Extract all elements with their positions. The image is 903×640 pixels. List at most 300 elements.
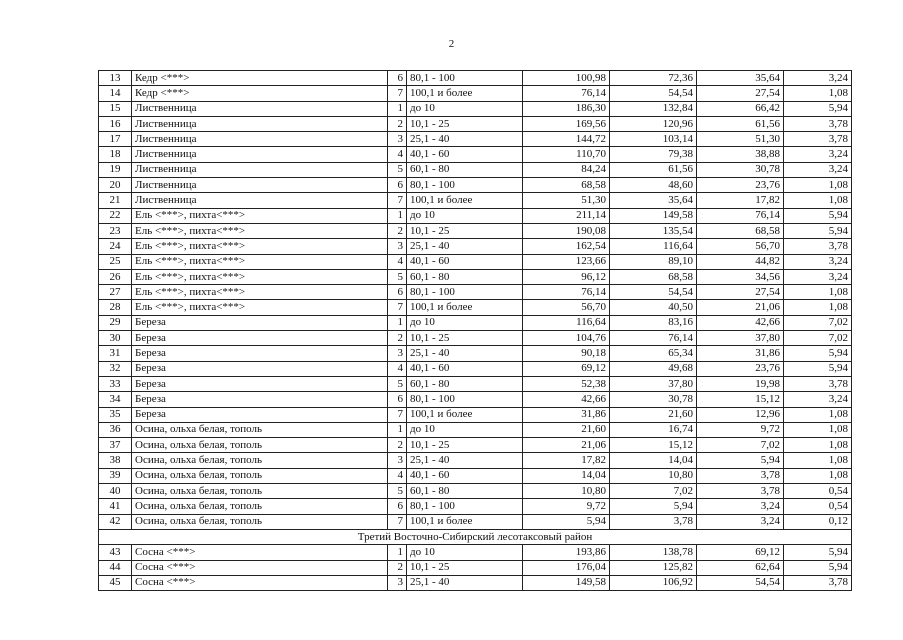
cell-rate-medium: 76,14	[610, 331, 697, 346]
timber-rates-table	[98, 70, 852, 591]
table-row	[99, 254, 852, 269]
cell-size-class: 3	[388, 132, 407, 147]
cell-rate-medium: 116,64	[610, 239, 697, 254]
cell-diameter-range: 25,1 - 40	[407, 239, 523, 254]
cell-species: Береза	[132, 346, 388, 361]
cell-size-class: 7	[388, 86, 407, 101]
cell-diameter-range: 100,1 и более	[407, 300, 523, 315]
section-header-row	[99, 529, 852, 544]
cell-diameter-range: 100,1 и более	[407, 407, 523, 422]
cell-rate-medium: 120,96	[610, 116, 697, 131]
table-row	[99, 392, 852, 407]
cell-row-number: 19	[99, 162, 132, 177]
cell-rate-small: 34,56	[697, 269, 784, 284]
table-row	[99, 71, 852, 86]
cell-rate-firewood: 1,08	[784, 438, 852, 453]
cell-rate-firewood: 3,78	[784, 239, 852, 254]
cell-size-class: 1	[388, 101, 407, 116]
cell-species: Кедр <***>	[132, 71, 388, 86]
cell-diameter-range: 100,1 и более	[407, 86, 523, 101]
cell-rate-large: 10,80	[523, 484, 610, 499]
table-row	[99, 239, 852, 254]
cell-rate-large: 21,06	[523, 438, 610, 453]
cell-rate-firewood: 0,54	[784, 484, 852, 499]
cell-species: Береза	[132, 376, 388, 391]
table-row	[99, 545, 852, 560]
cell-rate-small: 38,88	[697, 147, 784, 162]
cell-diameter-range: 80,1 - 100	[407, 178, 523, 193]
cell-diameter-range: 10,1 - 25	[407, 116, 523, 131]
cell-size-class: 6	[388, 499, 407, 514]
cell-size-class: 1	[388, 422, 407, 437]
cell-diameter-range: до 10	[407, 422, 523, 437]
cell-rate-small: 23,76	[697, 361, 784, 376]
table-row	[99, 162, 852, 177]
table-row	[99, 361, 852, 376]
cell-rate-firewood: 5,94	[784, 346, 852, 361]
table-row	[99, 285, 852, 300]
table-row	[99, 422, 852, 437]
cell-rate-large: 31,86	[523, 407, 610, 422]
cell-rate-small: 7,02	[697, 438, 784, 453]
table-row	[99, 438, 852, 453]
cell-row-number: 42	[99, 514, 132, 529]
cell-rate-large: 186,30	[523, 101, 610, 116]
cell-size-class: 7	[388, 514, 407, 529]
cell-rate-firewood: 5,94	[784, 223, 852, 238]
cell-species: Осина, ольха белая, тополь	[132, 422, 388, 437]
cell-size-class: 6	[388, 285, 407, 300]
cell-rate-small: 21,06	[697, 300, 784, 315]
cell-diameter-range: 25,1 - 40	[407, 346, 523, 361]
cell-row-number: 27	[99, 285, 132, 300]
cell-row-number: 24	[99, 239, 132, 254]
cell-rate-small: 5,94	[697, 453, 784, 468]
cell-rate-large: 190,08	[523, 223, 610, 238]
cell-rate-firewood: 5,94	[784, 208, 852, 223]
cell-rate-firewood: 7,02	[784, 315, 852, 330]
cell-species: Осина, ольха белая, тополь	[132, 453, 388, 468]
cell-rate-small: 12,96	[697, 407, 784, 422]
cell-rate-small: 3,78	[697, 468, 784, 483]
cell-size-class: 2	[388, 331, 407, 346]
cell-diameter-range: 25,1 - 40	[407, 132, 523, 147]
cell-size-class: 2	[388, 223, 407, 238]
cell-row-number: 20	[99, 178, 132, 193]
table-row	[99, 499, 852, 514]
cell-species: Сосна <***>	[132, 575, 388, 590]
cell-species: Лиственница	[132, 101, 388, 116]
cell-rate-large: 51,30	[523, 193, 610, 208]
cell-rate-medium: 83,16	[610, 315, 697, 330]
cell-rate-firewood: 3,24	[784, 71, 852, 86]
table-row	[99, 300, 852, 315]
cell-rate-large: 5,94	[523, 514, 610, 529]
cell-species: Сосна <***>	[132, 545, 388, 560]
cell-rate-medium: 10,80	[610, 468, 697, 483]
cell-diameter-range: до 10	[407, 315, 523, 330]
cell-rate-small: 61,56	[697, 116, 784, 131]
table-row	[99, 575, 852, 590]
cell-species: Лиственница	[132, 178, 388, 193]
cell-rate-medium: 35,64	[610, 193, 697, 208]
table-row	[99, 147, 852, 162]
cell-rate-firewood: 3,24	[784, 254, 852, 269]
cell-rate-medium: 30,78	[610, 392, 697, 407]
section-row-group	[99, 529, 852, 544]
table-row	[99, 132, 852, 147]
cell-species: Лиственница	[132, 162, 388, 177]
cell-rate-medium: 14,04	[610, 453, 697, 468]
cell-rate-medium: 79,38	[610, 147, 697, 162]
cell-size-class: 7	[388, 300, 407, 315]
cell-rate-medium: 135,54	[610, 223, 697, 238]
table-row	[99, 178, 852, 193]
cell-rate-firewood: 3,78	[784, 116, 852, 131]
cell-rate-medium: 68,58	[610, 269, 697, 284]
cell-diameter-range: 40,1 - 60	[407, 468, 523, 483]
cell-size-class: 3	[388, 453, 407, 468]
cell-rate-medium: 49,68	[610, 361, 697, 376]
cell-rate-firewood: 3,78	[784, 575, 852, 590]
cell-species: Ель <***>, пихта<***>	[132, 300, 388, 315]
table-row	[99, 484, 852, 499]
table-row	[99, 223, 852, 238]
cell-rate-medium: 54,54	[610, 86, 697, 101]
cell-row-number: 23	[99, 223, 132, 238]
cell-rate-large: 84,24	[523, 162, 610, 177]
cell-diameter-range: 60,1 - 80	[407, 484, 523, 499]
cell-rate-small: 37,80	[697, 331, 784, 346]
cell-rate-medium: 103,14	[610, 132, 697, 147]
cell-size-class: 7	[388, 193, 407, 208]
cell-rate-small: 15,12	[697, 392, 784, 407]
table-row	[99, 468, 852, 483]
cell-rate-medium: 7,02	[610, 484, 697, 499]
cell-rate-firewood: 1,08	[784, 300, 852, 315]
table-body-top	[99, 71, 852, 530]
cell-species: Лиственница	[132, 116, 388, 131]
cell-rate-small: 19,98	[697, 376, 784, 391]
cell-rate-firewood: 5,94	[784, 560, 852, 575]
cell-species: Кедр <***>	[132, 86, 388, 101]
cell-diameter-range: 80,1 - 100	[407, 499, 523, 514]
cell-species: Лиственница	[132, 132, 388, 147]
cell-rate-large: 116,64	[523, 315, 610, 330]
cell-species: Ель <***>, пихта<***>	[132, 254, 388, 269]
cell-species: Береза	[132, 361, 388, 376]
cell-rate-large: 17,82	[523, 453, 610, 468]
cell-row-number: 13	[99, 71, 132, 86]
cell-species: Осина, ольха белая, тополь	[132, 514, 388, 529]
cell-row-number: 38	[99, 453, 132, 468]
cell-species: Ель <***>, пихта<***>	[132, 239, 388, 254]
cell-rate-medium: 61,56	[610, 162, 697, 177]
cell-diameter-range: 80,1 - 100	[407, 285, 523, 300]
cell-diameter-range: 100,1 и более	[407, 193, 523, 208]
cell-diameter-range: 10,1 - 25	[407, 560, 523, 575]
cell-rate-small: 17,82	[697, 193, 784, 208]
cell-rate-small: 51,30	[697, 132, 784, 147]
cell-diameter-range: 60,1 - 80	[407, 162, 523, 177]
cell-size-class: 5	[388, 484, 407, 499]
cell-rate-large: 56,70	[523, 300, 610, 315]
cell-row-number: 17	[99, 132, 132, 147]
cell-rate-large: 169,56	[523, 116, 610, 131]
cell-rate-large: 76,14	[523, 86, 610, 101]
cell-rate-firewood: 7,02	[784, 331, 852, 346]
cell-rate-small: 31,86	[697, 346, 784, 361]
cell-row-number: 15	[99, 101, 132, 116]
cell-diameter-range: 40,1 - 60	[407, 147, 523, 162]
cell-rate-medium: 40,50	[610, 300, 697, 315]
cell-rate-large: 162,54	[523, 239, 610, 254]
cell-row-number: 33	[99, 376, 132, 391]
cell-size-class: 3	[388, 575, 407, 590]
cell-species: Осина, ольха белая, тополь	[132, 499, 388, 514]
table-row	[99, 193, 852, 208]
cell-rate-medium: 3,78	[610, 514, 697, 529]
cell-rate-firewood: 1,08	[784, 285, 852, 300]
cell-diameter-range: 25,1 - 40	[407, 575, 523, 590]
table-row	[99, 331, 852, 346]
cell-rate-small: 27,54	[697, 86, 784, 101]
cell-rate-firewood: 3,24	[784, 147, 852, 162]
cell-rate-small: 69,12	[697, 545, 784, 560]
cell-rate-large: 52,38	[523, 376, 610, 391]
cell-rate-small: 23,76	[697, 178, 784, 193]
cell-species: Осина, ольха белая, тополь	[132, 484, 388, 499]
page-number: 2	[448, 38, 455, 50]
cell-rate-small: 66,42	[697, 101, 784, 116]
cell-size-class: 4	[388, 254, 407, 269]
cell-rate-large: 9,72	[523, 499, 610, 514]
cell-row-number: 18	[99, 147, 132, 162]
cell-row-number: 37	[99, 438, 132, 453]
cell-rate-small: 56,70	[697, 239, 784, 254]
cell-size-class: 6	[388, 392, 407, 407]
cell-rate-large: 110,70	[523, 147, 610, 162]
cell-rate-medium: 149,58	[610, 208, 697, 223]
cell-rate-large: 90,18	[523, 346, 610, 361]
cell-row-number: 35	[99, 407, 132, 422]
table-row	[99, 86, 852, 101]
cell-rate-medium: 72,36	[610, 71, 697, 86]
cell-row-number: 43	[99, 545, 132, 560]
cell-rate-medium: 48,60	[610, 178, 697, 193]
cell-rate-large: 104,76	[523, 331, 610, 346]
table-row	[99, 514, 852, 529]
cell-rate-medium: 106,92	[610, 575, 697, 590]
cell-row-number: 29	[99, 315, 132, 330]
cell-rate-firewood: 5,94	[784, 361, 852, 376]
table-row	[99, 376, 852, 391]
cell-rate-firewood: 3,78	[784, 132, 852, 147]
cell-rate-small: 42,66	[697, 315, 784, 330]
cell-rate-firewood: 1,08	[784, 86, 852, 101]
cell-rate-medium: 21,60	[610, 407, 697, 422]
table-body-bottom	[99, 545, 852, 591]
cell-diameter-range: 10,1 - 25	[407, 438, 523, 453]
cell-rate-large: 123,66	[523, 254, 610, 269]
cell-rate-large: 76,14	[523, 285, 610, 300]
cell-row-number: 36	[99, 422, 132, 437]
cell-row-number: 25	[99, 254, 132, 269]
cell-species: Береза	[132, 331, 388, 346]
table-row	[99, 101, 852, 116]
cell-size-class: 1	[388, 315, 407, 330]
cell-rate-medium: 125,82	[610, 560, 697, 575]
cell-rate-medium: 138,78	[610, 545, 697, 560]
cell-species: Ель <***>, пихта<***>	[132, 223, 388, 238]
cell-row-number: 34	[99, 392, 132, 407]
cell-size-class: 5	[388, 269, 407, 284]
cell-diameter-range: до 10	[407, 208, 523, 223]
cell-diameter-range: 10,1 - 25	[407, 223, 523, 238]
cell-row-number: 40	[99, 484, 132, 499]
cell-size-class: 2	[388, 116, 407, 131]
cell-rate-large: 14,04	[523, 468, 610, 483]
section-title: Третий Восточно-Сибирский лесотаксовый район	[99, 529, 852, 544]
cell-diameter-range: 80,1 - 100	[407, 71, 523, 86]
cell-rate-firewood: 0,54	[784, 499, 852, 514]
cell-size-class: 1	[388, 208, 407, 223]
cell-rate-medium: 54,54	[610, 285, 697, 300]
cell-size-class: 6	[388, 178, 407, 193]
cell-rate-firewood: 5,94	[784, 545, 852, 560]
cell-row-number: 31	[99, 346, 132, 361]
cell-species: Сосна <***>	[132, 560, 388, 575]
cell-diameter-range: 40,1 - 60	[407, 361, 523, 376]
cell-size-class: 4	[388, 147, 407, 162]
cell-rate-small: 27,54	[697, 285, 784, 300]
cell-rate-large: 193,86	[523, 545, 610, 560]
cell-size-class: 6	[388, 71, 407, 86]
cell-rate-firewood: 3,78	[784, 376, 852, 391]
cell-row-number: 21	[99, 193, 132, 208]
cell-rate-firewood: 1,08	[784, 468, 852, 483]
cell-rate-large: 176,04	[523, 560, 610, 575]
cell-rate-small: 76,14	[697, 208, 784, 223]
cell-size-class: 2	[388, 560, 407, 575]
cell-rate-large: 69,12	[523, 361, 610, 376]
cell-row-number: 30	[99, 331, 132, 346]
table-row	[99, 346, 852, 361]
cell-rate-firewood: 1,08	[784, 453, 852, 468]
cell-rate-large: 211,14	[523, 208, 610, 223]
cell-row-number: 14	[99, 86, 132, 101]
cell-diameter-range: 10,1 - 25	[407, 331, 523, 346]
cell-species: Лиственница	[132, 147, 388, 162]
cell-diameter-range: 40,1 - 60	[407, 254, 523, 269]
cell-rate-firewood: 3,24	[784, 269, 852, 284]
cell-rate-firewood: 1,08	[784, 178, 852, 193]
cell-diameter-range: 100,1 и более	[407, 514, 523, 529]
cell-rate-medium: 37,80	[610, 376, 697, 391]
cell-size-class: 7	[388, 407, 407, 422]
cell-species: Ель <***>, пихта<***>	[132, 208, 388, 223]
cell-species: Осина, ольха белая, тополь	[132, 468, 388, 483]
cell-row-number: 22	[99, 208, 132, 223]
table-row	[99, 208, 852, 223]
cell-rate-medium: 89,10	[610, 254, 697, 269]
cell-species: Береза	[132, 407, 388, 422]
cell-rate-small: 3,24	[697, 514, 784, 529]
cell-rate-large: 100,98	[523, 71, 610, 86]
cell-species: Береза	[132, 315, 388, 330]
cell-rate-firewood: 3,24	[784, 392, 852, 407]
cell-rate-firewood: 1,08	[784, 193, 852, 208]
cell-rate-firewood: 1,08	[784, 422, 852, 437]
cell-rate-medium: 5,94	[610, 499, 697, 514]
cell-rate-medium: 16,74	[610, 422, 697, 437]
table-row	[99, 116, 852, 131]
cell-rate-small: 3,78	[697, 484, 784, 499]
cell-rate-large: 96,12	[523, 269, 610, 284]
cell-rate-firewood: 1,08	[784, 407, 852, 422]
cell-size-class: 3	[388, 239, 407, 254]
cell-species: Лиственница	[132, 193, 388, 208]
cell-row-number: 45	[99, 575, 132, 590]
cell-rate-large: 149,58	[523, 575, 610, 590]
cell-row-number: 32	[99, 361, 132, 376]
cell-diameter-range: до 10	[407, 545, 523, 560]
cell-rate-firewood: 5,94	[784, 101, 852, 116]
cell-diameter-range: до 10	[407, 101, 523, 116]
cell-rate-medium: 15,12	[610, 438, 697, 453]
cell-size-class: 5	[388, 162, 407, 177]
cell-rate-small: 62,64	[697, 560, 784, 575]
cell-rate-firewood: 0,12	[784, 514, 852, 529]
cell-row-number: 39	[99, 468, 132, 483]
cell-rate-small: 44,82	[697, 254, 784, 269]
cell-diameter-range: 80,1 - 100	[407, 392, 523, 407]
cell-species: Осина, ольха белая, тополь	[132, 438, 388, 453]
cell-row-number: 41	[99, 499, 132, 514]
cell-size-class: 2	[388, 438, 407, 453]
cell-size-class: 4	[388, 468, 407, 483]
cell-rate-small: 35,64	[697, 71, 784, 86]
cell-size-class: 3	[388, 346, 407, 361]
cell-rate-small: 3,24	[697, 499, 784, 514]
table-row	[99, 315, 852, 330]
cell-size-class: 4	[388, 361, 407, 376]
cell-rate-large: 68,58	[523, 178, 610, 193]
cell-row-number: 28	[99, 300, 132, 315]
cell-size-class: 1	[388, 545, 407, 560]
cell-rate-firewood: 3,24	[784, 162, 852, 177]
cell-rate-large: 21,60	[523, 422, 610, 437]
cell-diameter-range: 25,1 - 40	[407, 453, 523, 468]
cell-rate-small: 30,78	[697, 162, 784, 177]
table-row	[99, 453, 852, 468]
cell-diameter-range: 60,1 - 80	[407, 376, 523, 391]
cell-rate-medium: 132,84	[610, 101, 697, 116]
cell-diameter-range: 60,1 - 80	[407, 269, 523, 284]
cell-row-number: 26	[99, 269, 132, 284]
cell-species: Ель <***>, пихта<***>	[132, 285, 388, 300]
cell-rate-small: 68,58	[697, 223, 784, 238]
table-row	[99, 269, 852, 284]
cell-rate-medium: 65,34	[610, 346, 697, 361]
cell-rate-large: 42,66	[523, 392, 610, 407]
cell-rate-small: 54,54	[697, 575, 784, 590]
cell-species: Ель <***>, пихта<***>	[132, 269, 388, 284]
table-row	[99, 407, 852, 422]
cell-row-number: 16	[99, 116, 132, 131]
cell-row-number: 44	[99, 560, 132, 575]
cell-rate-small: 9,72	[697, 422, 784, 437]
